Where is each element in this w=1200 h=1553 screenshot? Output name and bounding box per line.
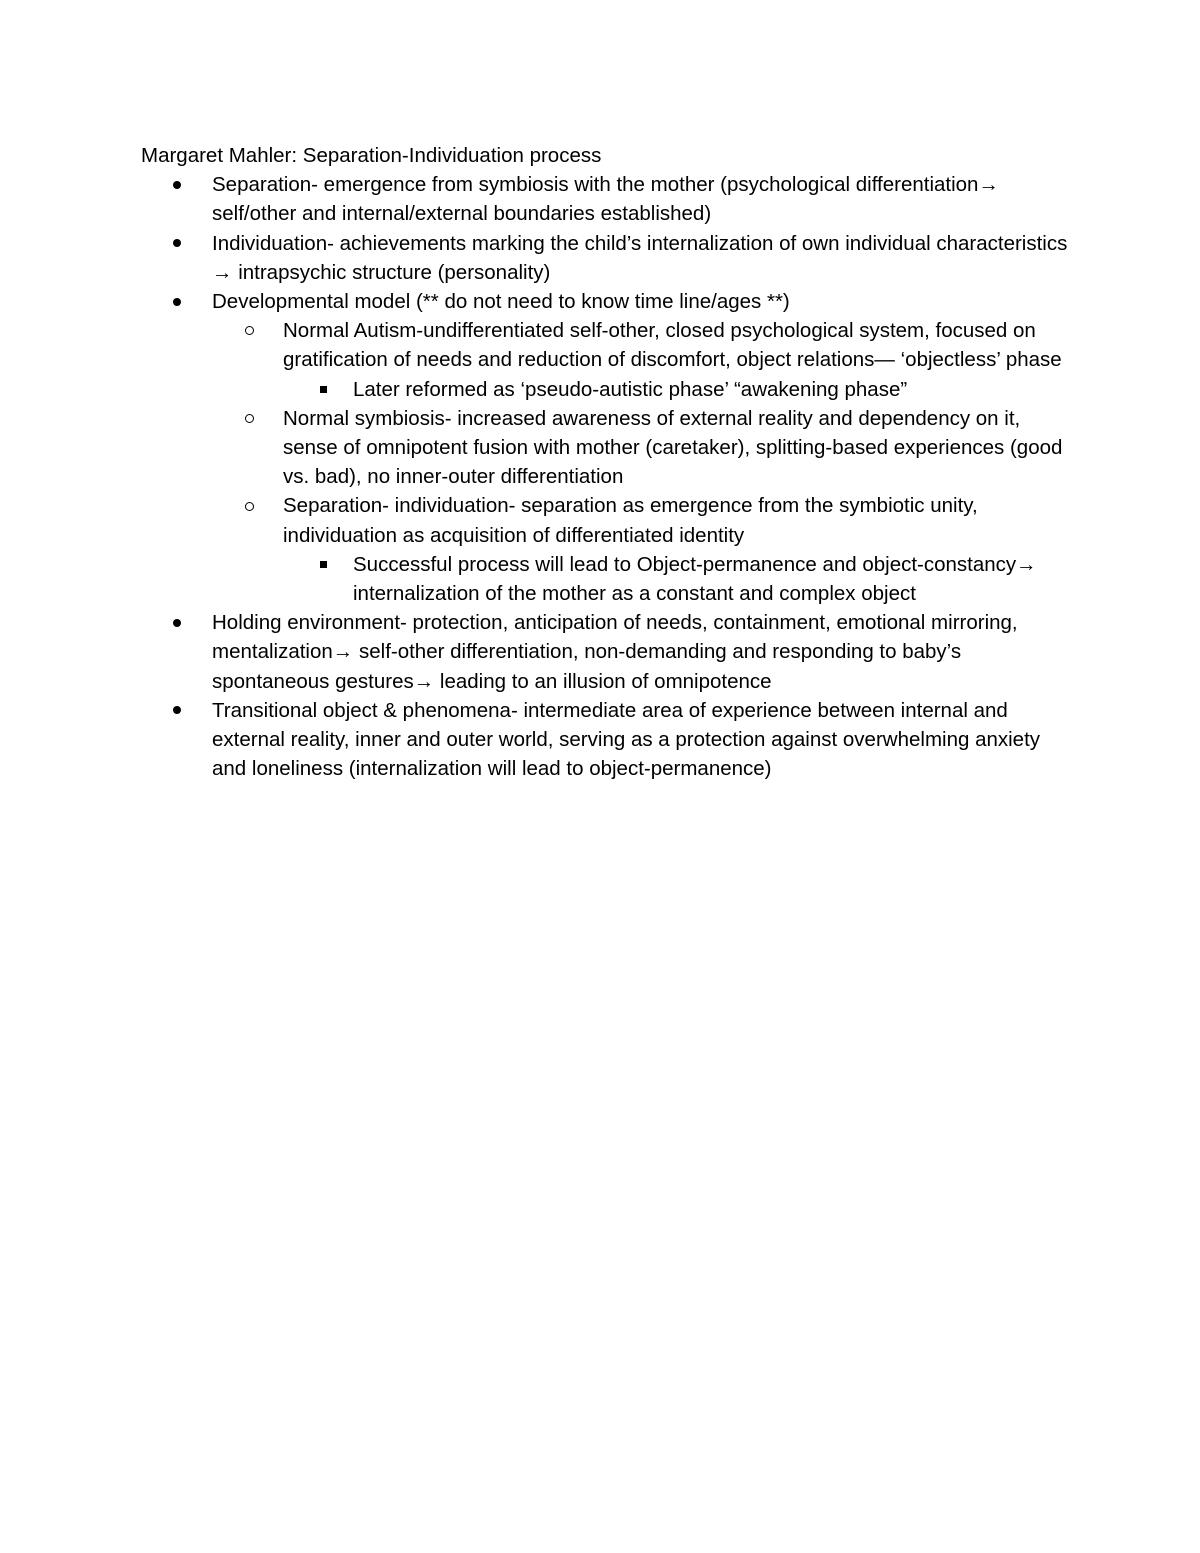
list-item <box>212 696 1071 784</box>
filled-dot-icon <box>170 696 184 725</box>
square-icon <box>316 375 330 404</box>
list-item <box>353 550 1071 608</box>
hollow-circle-icon <box>242 404 256 433</box>
list-item-text: Normal Autism-undifferentiated self-other, closed psychological system, focused on gratification of needs and reduction of discomfort, object relations— ‘objectless’ phase <box>283 319 1062 372</box>
document-body <box>141 141 1071 783</box>
list-item-text: Separation- emergence from symbiosis with the mother (psychological differentiation→ self/other and internal/external boundaries established) <box>212 173 999 226</box>
list-item-text: Later reformed as ‘pseudo-autistic phase’ “awakening phase” <box>353 377 908 401</box>
list-item <box>212 287 1071 316</box>
list-item-text: Successful process will lead to Object-permanence and object-constancy→ internalization of the mother as a constant and complex object <box>353 552 1037 606</box>
hollow-circle-icon <box>242 491 256 520</box>
filled-dot-icon <box>170 287 184 316</box>
list-item <box>212 170 1071 228</box>
list-item-text: Separation- individuation- separation as emergence from the symbiotic unity, individuation as acquisition of differentiated identity <box>283 494 978 547</box>
square-icon <box>316 550 330 579</box>
list-item <box>283 404 1071 492</box>
list-item-text: Developmental model (** do not need to know time line/ages **) <box>212 290 790 314</box>
list-item-text: Holding environment- protection, anticipation of needs, containment, emotional mirroring, mentalization→ self-other differentiation, non-demanding and responding to baby’s spontaneous gestures→ leading to an illusion of omnipotence <box>212 611 1018 693</box>
document-title: Margaret Mahler: Separation-Individuation process <box>141 144 602 167</box>
filled-dot-icon <box>170 170 184 199</box>
list-item-text: Individuation- achievements marking the child’s internalization of own individual characteristics → intrapsychic structure (personality) <box>212 231 1068 284</box>
list-item-text: Normal symbiosis- increased awareness of external reality and dependency on it, sense of omnipotent fusion with mother (caretaker), splitting-based experiences (good vs. bad), no inner-outer differentiation <box>283 406 1063 489</box>
list-item <box>212 608 1071 696</box>
list-item-text: Transitional object & phenomena- intermediate area of experience between internal and external reality, inner and outer world, serving as a protection against overwhelming anxiety and loneliness (internalization will lead to object-permanence) <box>212 698 1041 781</box>
list-item <box>283 491 1071 549</box>
list-item <box>212 229 1071 287</box>
filled-dot-icon <box>170 608 184 637</box>
list-item <box>353 375 1071 404</box>
list-item <box>283 316 1071 374</box>
hollow-circle-icon <box>242 316 256 345</box>
filled-dot-icon <box>170 229 184 258</box>
